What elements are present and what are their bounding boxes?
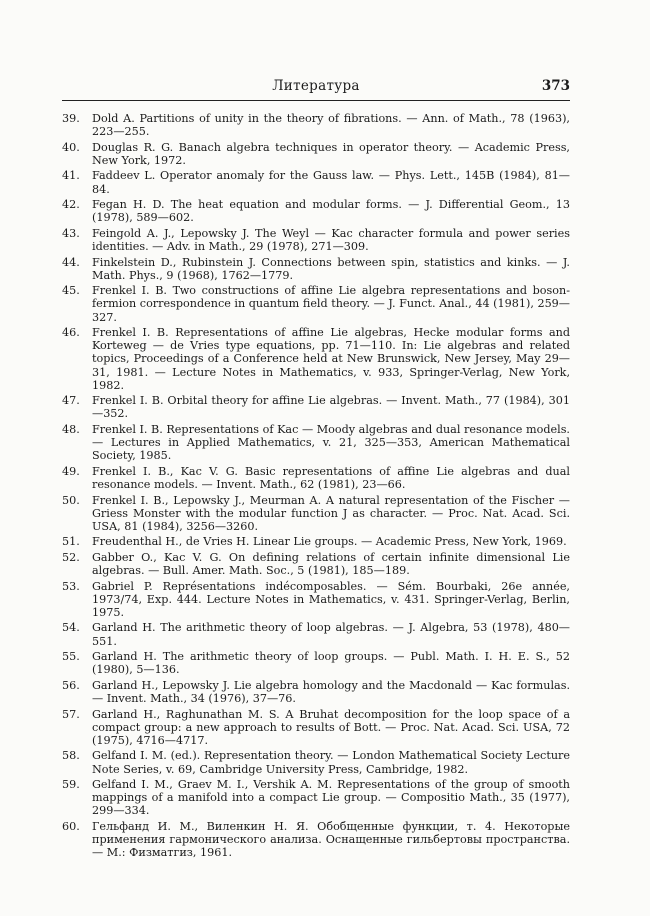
page-number: 373 [541, 78, 570, 94]
reference-number: 43. [62, 226, 80, 240]
reference-number: 53. [62, 579, 80, 593]
reference-number: 55. [62, 650, 80, 664]
reference-text: Frenkel I. B., Kac V. G. Basic representations of affine Lie algebras and dual resonance models. — Invent. Math., 62 (1981), 23—66. [92, 464, 570, 491]
reference-text: Frenkel I. B. Representations of Kac — Moody algebras and dual resonance models. — Lectures in Applied Mathematics, v. 21, 325—353, American Mathematical Society, 1985. [92, 422, 570, 463]
reference-number: 40. [62, 140, 80, 154]
reference-text: Gabriel P. Représentations indécomposables. — Sém. Bourbaki, 26e année, 1973/74, Exp. 444. Lecture Notes in Mathematics, v. 431. Springer-Verlag, Berlin, 1975. [92, 579, 570, 619]
reference-number: 41. [62, 169, 80, 183]
reference-text: Frenkel I. B. Orbital theory for affine Lie algebras. — Invent. Math., 77 (1984), 301—352. [92, 394, 570, 421]
reference-number: 58. [62, 749, 80, 763]
reference-item [62, 326, 570, 392]
reference-item [62, 551, 570, 577]
reference-text: Frenkel I. B., Lepowsky J., Meurman A. A natural representation of the Fischer — Griess Monster with the modular function J as character. — Proc. Nat. Acad. Sci. USA, 81 (1984), 3256—3260. [92, 493, 570, 533]
reference-text: Freudenthal H., de Vries H. Linear Lie groups. — Academic Press, New York, 1969. [92, 535, 567, 549]
running-title: Литература [272, 78, 360, 94]
reference-text: Gabber O., Kac V. G. On defining relations of certain infinite dimensional Lie algebras. — Bull. Amer. Math. Soc., 5 (1981), 185—189. [92, 550, 570, 578]
reference-text: Finkelstein D., Rubinstein J. Connections between spin, statistics and kinks. — J. Math. Phys., 9 (1968), 1762—1779. [92, 255, 570, 282]
reference-text: Douglas R. G. Banach algebra techniques in operator theory. — Academic Press, New York, 1972. [92, 140, 570, 167]
reference-text: Garland H. The arithmetic theory of loop groups. — Publ. Math. I. H. E. S., 52 (1980), 5—136. [92, 650, 570, 677]
reference-number: 50. [62, 493, 80, 507]
reference-number: 44. [62, 255, 80, 269]
reference-text: Gelfand I. M., Graev M. I., Vershik A. M. Representations of the group of smooth mappings of a manifold into a compact Lie group. — Compositio Math., 35 (1977), 299—334. [92, 778, 570, 818]
reference-item [62, 778, 570, 817]
reference-number: 48. [62, 422, 80, 436]
reference-item [62, 169, 570, 195]
reference-text: Fegan H. D. The heat equation and modular forms. — J. Differential Geom., 13 (1978), 589—602. [92, 198, 570, 225]
reference-text: Garland H., Raghunathan M. S. A Bruhat decomposition for the loop space of a compact group: a new approach to results of Bott. — Proc. Nat. Acad. Sci. USA, 72 (1975), 4716—4717. [92, 707, 570, 747]
reference-number: 46. [62, 326, 80, 340]
reference-item [62, 256, 570, 282]
reference-item [62, 394, 570, 420]
reference-item [62, 535, 570, 548]
reference-number: 47. [62, 394, 80, 408]
reference-item [62, 198, 570, 224]
reference-list [62, 112, 570, 862]
reference-number: 56. [62, 678, 80, 692]
reference-item [62, 749, 570, 775]
reference-item [62, 494, 570, 533]
reference-number: 49. [62, 464, 80, 478]
reference-text: Dold A. Partitions of unity in the theory of fibrations. — Ann. of Math., 78 (1963), 223—255. [92, 112, 570, 139]
reference-item [62, 679, 570, 705]
reference-number: 51. [62, 535, 80, 549]
reference-item [62, 820, 570, 859]
reference-number: 60. [62, 820, 80, 834]
reference-text: Gelfand I. M. (ed.). Representation theory. — London Mathematical Society Lecture Note Series, v. 69, Cambridge University Press, Cambridge, 1982. [92, 749, 570, 776]
reference-item [62, 708, 570, 747]
reference-item [62, 621, 570, 647]
reference-item [62, 284, 570, 323]
reference-number: 39. [62, 112, 80, 125]
reference-item [62, 650, 570, 676]
reference-text: Frenkel I. B. Representations of affine Lie algebras, Hecke modular forms and Korteweg — de Vries type equations, pp. 71—110. In: Lie algebras and related topics, Proceedings of a Conference held at New Brunswick, New Jersey, May 29—31, 1981. — Lecture Notes in Mathematics, v. 933, Springer-Verlag, New York, 1982. [92, 326, 570, 392]
reference-text: Garland H. The arithmetic theory of loop algebras. — J. Algebra, 53 (1978), 480—551. [92, 621, 570, 648]
reference-text: Frenkel I. B. Two constructions of affine Lie algebra representations and boson-fermion correspondence in quantum field theory. — J. Funct. Anal., 44 (1981), 259—327. [92, 284, 570, 324]
reference-text: Feingold A. J., Lepowsky J. The Weyl — Kac character formula and power series identities. — Adv. in Math., 29 (1978), 271—309. [92, 226, 570, 253]
reference-item [62, 141, 570, 167]
reference-item [62, 465, 570, 491]
reference-item [62, 580, 570, 619]
reference-text: Garland H., Lepowsky J. Lie algebra homology and the Macdonald — Kac formulas. — Invent. Math., 34 (1976), 37—76. [92, 678, 570, 706]
reference-number: 52. [62, 550, 80, 564]
reference-number: 59. [62, 778, 80, 792]
reference-item [62, 227, 570, 253]
reference-number: 57. [62, 707, 80, 721]
reference-item [62, 423, 570, 462]
reference-text: Faddeev L. Operator anomaly for the Gauss law. — Phys. Lett., 145B (1984), 81—84. [92, 169, 570, 196]
reference-item [62, 112, 570, 138]
reference-text: Гельфанд И. М., Виленкин Н. Я. Обобщенные функции, т. 4. Некоторые применения гармонического анализа. Оснащенные гильбертовы пространства. — М.: Физматгиз, 1961. [92, 820, 570, 860]
running-header [62, 76, 570, 101]
reference-number: 45. [62, 284, 80, 298]
reference-number: 54. [62, 621, 80, 635]
reference-number: 42. [62, 198, 80, 212]
